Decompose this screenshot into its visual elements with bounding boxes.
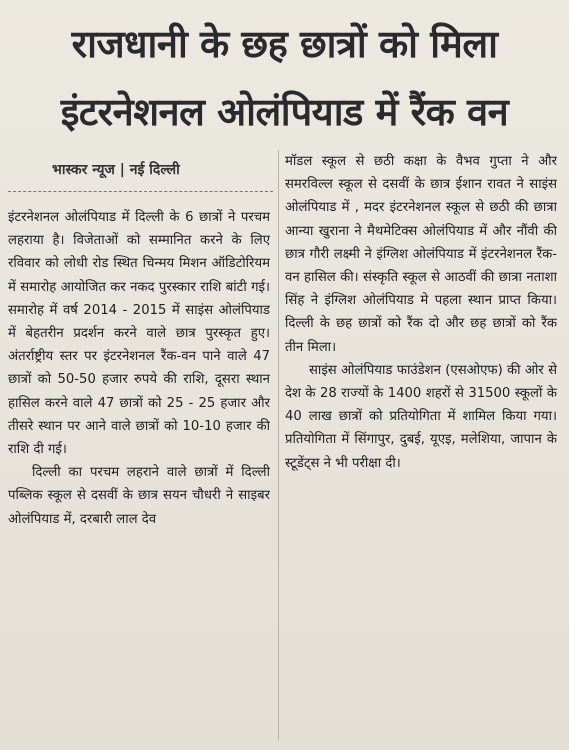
article-paragraph: दिल्ली का परचम लहराने वाले छात्रों में दिल्ली पब्लिक स्कूल से दसवीं के छात्र सयन चौधरी ने साइबर ओलंपियाड में, दरबारी लाल देव (8, 465, 270, 527)
byline: भास्कर न्यूज | नई दिल्ली (52, 162, 180, 178)
article-paragraph: साइंस ओलंपियाड फाउंडेशन (एसओएफ) की ओर से देश के 28 राज्यों के 1400 शहरों से 31500 स्कूलों के 40 लाख छात्रों को प्रतियोगिता में शामिल किया गया। प्रतियोगिता में सिंगापुर, दुबई, यूएइ, मलेशिया, जापान के स्टूडेंट्स ने भी परीक्षा दी। (285, 362, 557, 471)
byline-divider (8, 191, 273, 192)
article-paragraph: इंटरनेशनल ओलंपियाड में दिल्ली के 6 छात्रों ने परचम लहराया है। विजेताओं को सम्मानित करने के लिए रविवार को लोधी रोड स्थित चिन्मय मिशन ऑडिटोरियम में समारोह आयोजित कर नकद पुरस्कार राशि बांटी गई। समारोह में वर्ष 2014 - 2015 में साइंस ओलंपियाड में बेहतरीन प्रदर्शन करने वाले छात्र पुरस्कृत हुए। अंतर्राष्ट्रीय स्तर पर इंटरनेशनल रैंक-वन पाने वाले 47 छात्रों को 50-50 हजार रुपये की राशि, दूसरा स्थान हासिल करने वाले 47 छात्रों को 25 - 25 हजार और तीसरे स्थान पर आने वाले छात्रों को 10-10 हजार की राशि दी गई। (8, 210, 270, 458)
article-column-left (8, 206, 270, 742)
column-divider (278, 150, 279, 740)
article-paragraph: मॉडल स्कूल से छठी कक्षा के वैभव गुप्ता ने और समरविल्ल स्कूल से दसवीं के छात्र ईशान रावत ने साइंस ओलंपियाड में , मदर इंटरनेशनल स्कूल से छठी की छात्रा आन्या खुराना ने मैथमेटिक्स ओलंपियाड में और नौंवी की छात्र गौरी लक्ष्मी ने इंग्लिश ओलंपियाड में इंटरनेशनल रैंक-वन हासिल की। संस्कृति स्कूल से आठवीं की छात्रा नताशा सिंह ने इंग्लिश ओलंपियाड मे पहला स्थान प्राप्त किया। दिल्ली के छह छात्रों को रैंक दो और छह छात्रों को रैंक तीन मिला। (285, 154, 557, 355)
headline-line-1: राजधानी के छह छात्रों को मिला (71, 22, 498, 66)
article-column-right (285, 150, 557, 742)
headline-line-2: इंटरनेशनल ओलंपियाड में रैंक वन (60, 90, 509, 134)
